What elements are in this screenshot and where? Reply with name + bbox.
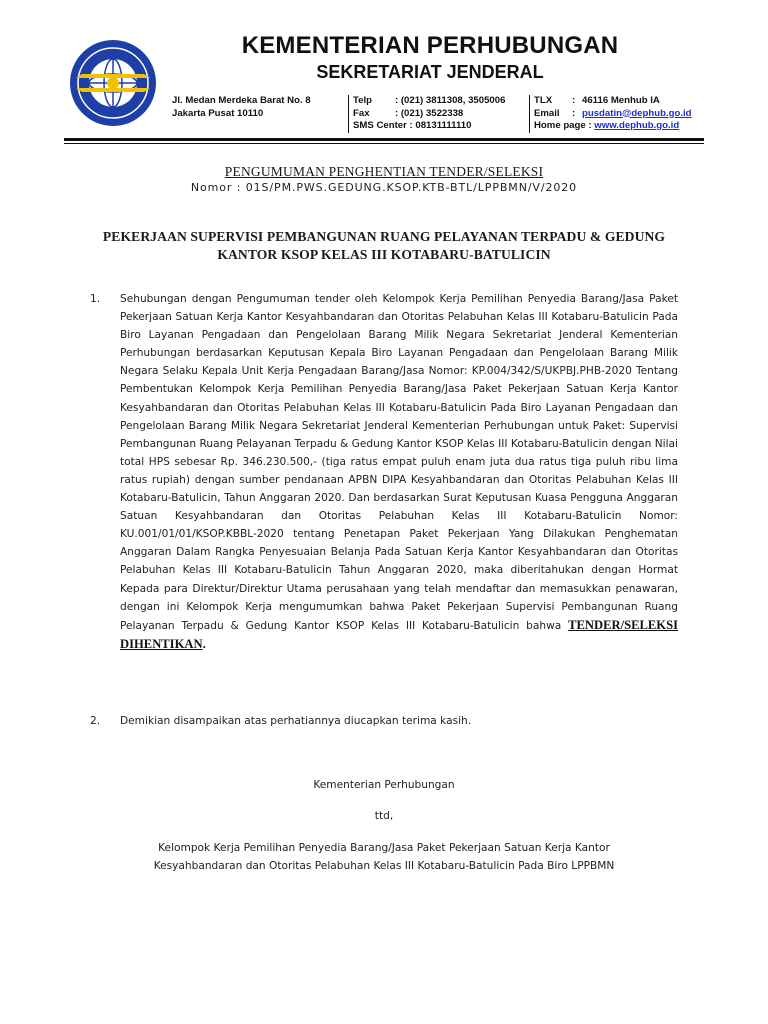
fax-value: : (021) 3522338	[395, 107, 464, 119]
secretariat-name: SEKRETARIAT JENDERAL	[316, 62, 544, 82]
paragraph-1-text	[120, 290, 678, 654]
paragraph-2-text: Demikian disampaikan atas perhatiannya diucapkan terima kasih.	[120, 715, 472, 727]
address-line-2: Jakarta Pusat 10110	[172, 107, 264, 119]
email-link[interactable]: pusdatin@dephub.go.id	[582, 107, 692, 119]
letterhead-rule-thin	[64, 143, 704, 144]
closing-organization: Kementerian Perhubungan	[313, 779, 455, 791]
homepage-colon: :	[588, 120, 592, 131]
paragraph-1-number: 1.	[90, 293, 101, 305]
tender-stopped-emphasis: TENDER/SELEKSI DIHENTIKAN	[120, 617, 678, 651]
online-contact-block	[529, 95, 692, 133]
address-block	[172, 95, 311, 120]
committee-line-2: Kesyahbandaran dan Otoritas Pelabuhan Kelas III Kotabaru-Batulicin Pada Biro LPPBMN	[153, 860, 615, 872]
telp-label: Telp	[353, 95, 373, 106]
paragraph-1-end: .	[202, 636, 206, 651]
paragraph-2-number: 2.	[90, 715, 101, 727]
subject-line-2: KANTOR KSOP KELAS III KOTABARU-BATULICIN	[217, 247, 551, 262]
tlx-colon: :	[572, 95, 576, 106]
homepage-link[interactable]: www.dephub.go.id	[594, 120, 680, 131]
committee-line-1: Kelompok Kerja Pemilihan Penyedia Barang/Jasa Paket Pekerjaan Satuan Kerja Kantor	[158, 842, 610, 854]
paragraph-1-body: Sehubungan dengan Pengumuman tender oleh Kelompok Kerja Pemilihan Penyedia Barang/Jasa Paket Pekerjaan Satuan Kerja Kantor Kesyahbandaran dan Otoritas Pelabuhan Kelas III Kotabaru-Batulicin Pada Biro Layanan Pengadaan dan Pengelolaan Barang Milik Negara Sekretariat Jenderal Kementerian Perhubungan berdasarkan Keputusan Kepala Biro Layanan Pengadaan dan Pengelolaan Barang Milik Negara Selaku Kepala Unit Kerja Pengadaan Barang/Jasa Nomor: KP.004/342/S/UKPBJ.PHB-2020 Tentang Pembentukan Kelompok Kerja Pemilihan Penyedia Barang/Jasa Paket Pekerjaan Satuan Kerja Kantor Kesyahbandaran dan Otoritas Pelabuhan Kelas III Kotabaru-Batulicin Pada Biro Layanan Pengadaan dan Pengelolaan Barang Milik Negara Sekretariat Jenderal Kementerian Perhubungan untuk Paket: Supervisi Pembangunan Ruang Pelayanan Terpadu & Gedung Kantor KSOP Kelas III Kotabaru-Batulicin dengan Nilai total HPS sebesar Rp. 346.230.500,- (tiga ratus empat puluh enam juta dua ratus tiga puluh ribu lima ratus rupiah) dengan sumber pendanaan APBN DIPA Kesyahbandaran dan Otoritas Pelabuhan Kelas III Kotabaru-Batulicin, Tahun Anggaran 2020. Dan berdasarkan Surat Keputusan Kuasa Pengguna Anggaran Satuan Kesyahbandaran dan Otoritas Pelabuhan Kelas III Kotabaru-Batulicin Nomor: KU.001/01/01/KSOP.KBBL-2020 tentang Penetapan Paket Pekerjaan Yang Dilakukan Penghematan Anggaran Dalam Rangka Penyesuaian Belanja Pada Satuan Kerja Kantor Kesyahbandaran dan Otoritas Pelabuhan Kelas III Kotabaru-Batulicin Tahun Anggaran 2020, maka diberitahukan dengan Hormat Kepada para Direktur/Direktur Utama perusahaan yang telah mendaftar dan memasukkan penawaran, dengan ini Kelompok Kerja mengumumkan bahwa Paket Pekerjaan Supervisi Pembangunan Ruang Pelayanan Terpadu & Gedung Kantor KSOP Kelas III Kotabaru-Batulicin bahwa	[120, 293, 678, 632]
ministry-name: KEMENTERIAN PERHUBUNGAN	[241, 32, 619, 59]
phone-block	[348, 95, 505, 133]
email-colon: :	[572, 107, 576, 119]
sms-value: : 08131111110	[409, 120, 472, 131]
email-label: Email	[534, 107, 560, 119]
letterhead-rule	[64, 138, 704, 141]
announcement-subject	[90, 228, 678, 264]
subject-line-1: PEKERJAAN SUPERVISI PEMBANGUNAN RUANG PELAYANAN TERPADU & GEDUNG	[102, 229, 666, 244]
telp-value: : (021) 3811308, 3505006	[395, 95, 506, 106]
committee-signatory	[90, 839, 678, 875]
tlx-value: 46116 Menhub IA	[582, 95, 660, 106]
sms-label: SMS Center	[353, 120, 407, 131]
tlx-label: TLX	[534, 95, 553, 106]
signature-mark: ttd,	[374, 810, 394, 822]
homepage-label: Home page	[534, 120, 586, 131]
ministry-logo-icon	[68, 38, 158, 128]
announcement-title: PENGUMUMAN PENGHENTIAN TENDER/SELEKSI	[224, 164, 544, 179]
announcement-number: Nomor : 01S/PM.PWS.GEDUNG.KSOP.KTB-BTL/LPPBMN/V/2020	[190, 181, 578, 194]
fax-label: Fax	[353, 107, 370, 119]
address-line-1: Jl. Medan Merdeka Barat No. 8	[172, 95, 311, 106]
